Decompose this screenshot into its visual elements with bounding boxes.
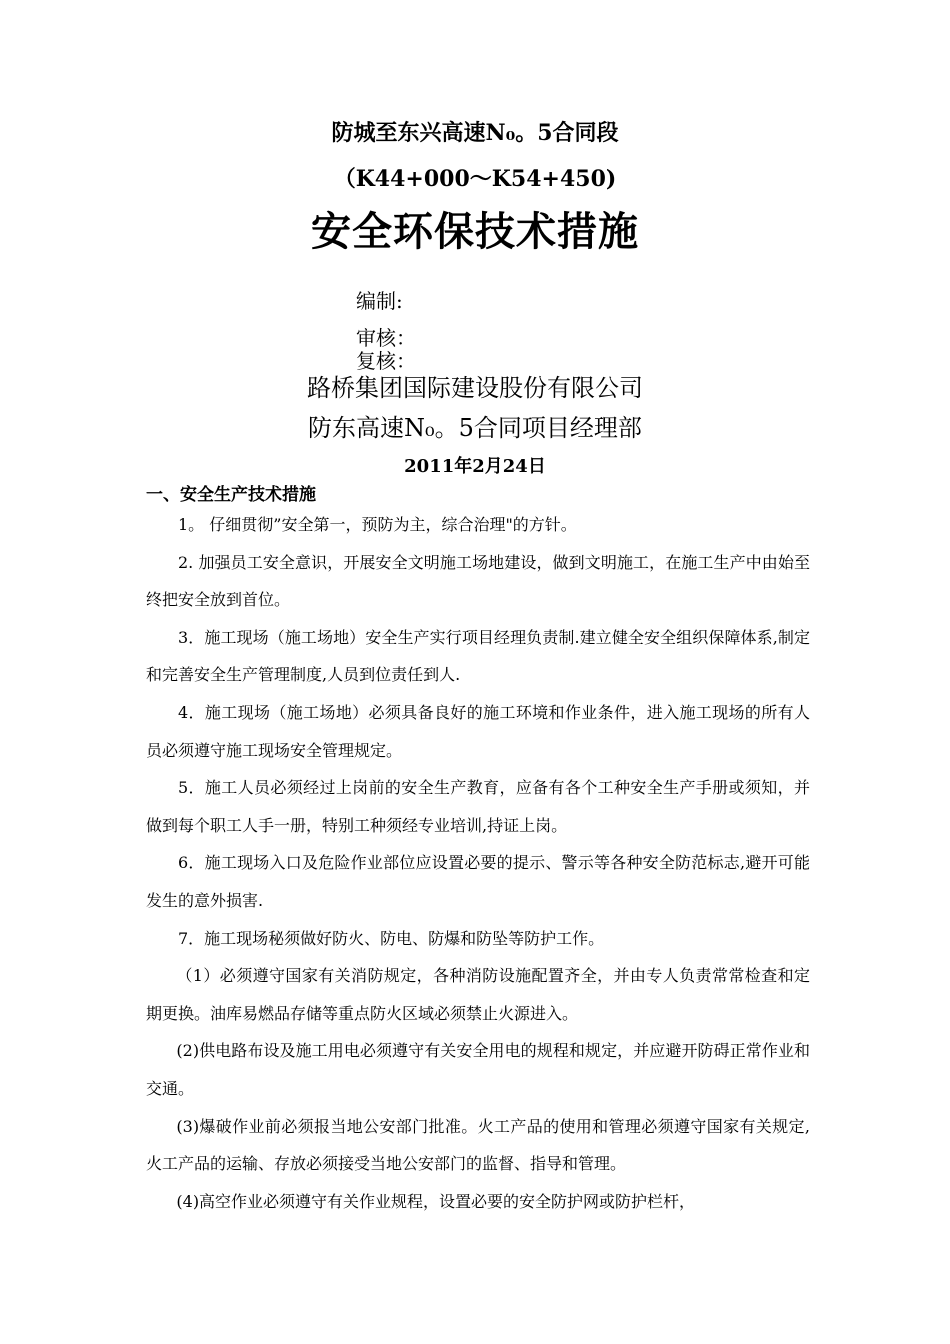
paragraph-7-2: (2)供电路布设及施工用电必须遵守有关安全用电的规程和规定，并应避开防碍正常作业和交通。	[146, 1041, 810, 1098]
document-date: 2011年2月24日	[404, 456, 546, 477]
section-body	[146, 506, 810, 1220]
document-title: 安全环保技术措施	[311, 208, 639, 255]
paragraph-7-1: （1）必须遵守国家有关消防规定，各种消防设施配置齐全，并由专人负责常常检查和定期更换。油库易燃品存储等重点防火区域必须禁止火源进入。	[146, 966, 810, 1023]
compiled-by-label: 编制:	[356, 289, 403, 313]
paragraph-1: 1。 仔细贯彻”安全第一，预防为主，综合治理"的方针。	[178, 515, 577, 534]
reviewed-by-label: 审核：	[356, 326, 416, 350]
paragraph-3: 3．施工现场（施工场地）安全生产实行项目经理负责制.建立健全安全组织保障体系,制定和完善安全生产管理制度,人员到位责任到人.	[146, 627, 810, 685]
project-department: 防东高速N₀。5合同项目经理部	[308, 414, 642, 442]
project-title: 防城至东兴高速N₀。5合同段	[331, 120, 619, 146]
rechecked-by-label: 复核：	[356, 349, 416, 373]
paragraph-7-3: (3)爆破作业前必须报当地公安部门批准。火工产品的使用和管理必须遵守国家有关规定,火工产品的运输、存放必须接受当地公安部门的监督、指导和管理。	[146, 1116, 810, 1174]
company-name: 路桥集团国际建设股份有限公司	[307, 374, 643, 402]
paragraph-5: 5．施工人员必须经过上岗前的安全生产教育，应备有各个工种安全生产手册或须知，并做到每个职工人手一册，特别工种须经专业培训,持证上岗。	[146, 778, 810, 835]
paragraph-4: 4．施工现场（施工场地）必须具备良好的施工环境和作业条件，进入施工现场的所有人员必须遵守施工现场安全管理规定。	[146, 702, 810, 760]
paragraph-6: 6．施工现场入口及危险作业部位应设置必要的提示、警示等各种安全防范标志,避开可能发生的意外损害.	[146, 853, 810, 910]
section-heading: 一、安全生产技术措施	[146, 485, 316, 505]
paragraph-7-4: (4)高空作业必须遵守有关作业规程，设置必要的安全防护网或防护栏杆，	[176, 1191, 696, 1211]
paragraph-7: 7．施工现场秘须做好防火、防电、防爆和防坠等防护工作。	[178, 928, 605, 948]
chainage-range: （K44+000～K54+450)	[333, 166, 617, 192]
paragraph-2: 2. 加强员工安全意识，开展安全文明施工场地建设，做到文明施工，在施工生产中由始至终把安全放到首位。	[146, 552, 810, 610]
